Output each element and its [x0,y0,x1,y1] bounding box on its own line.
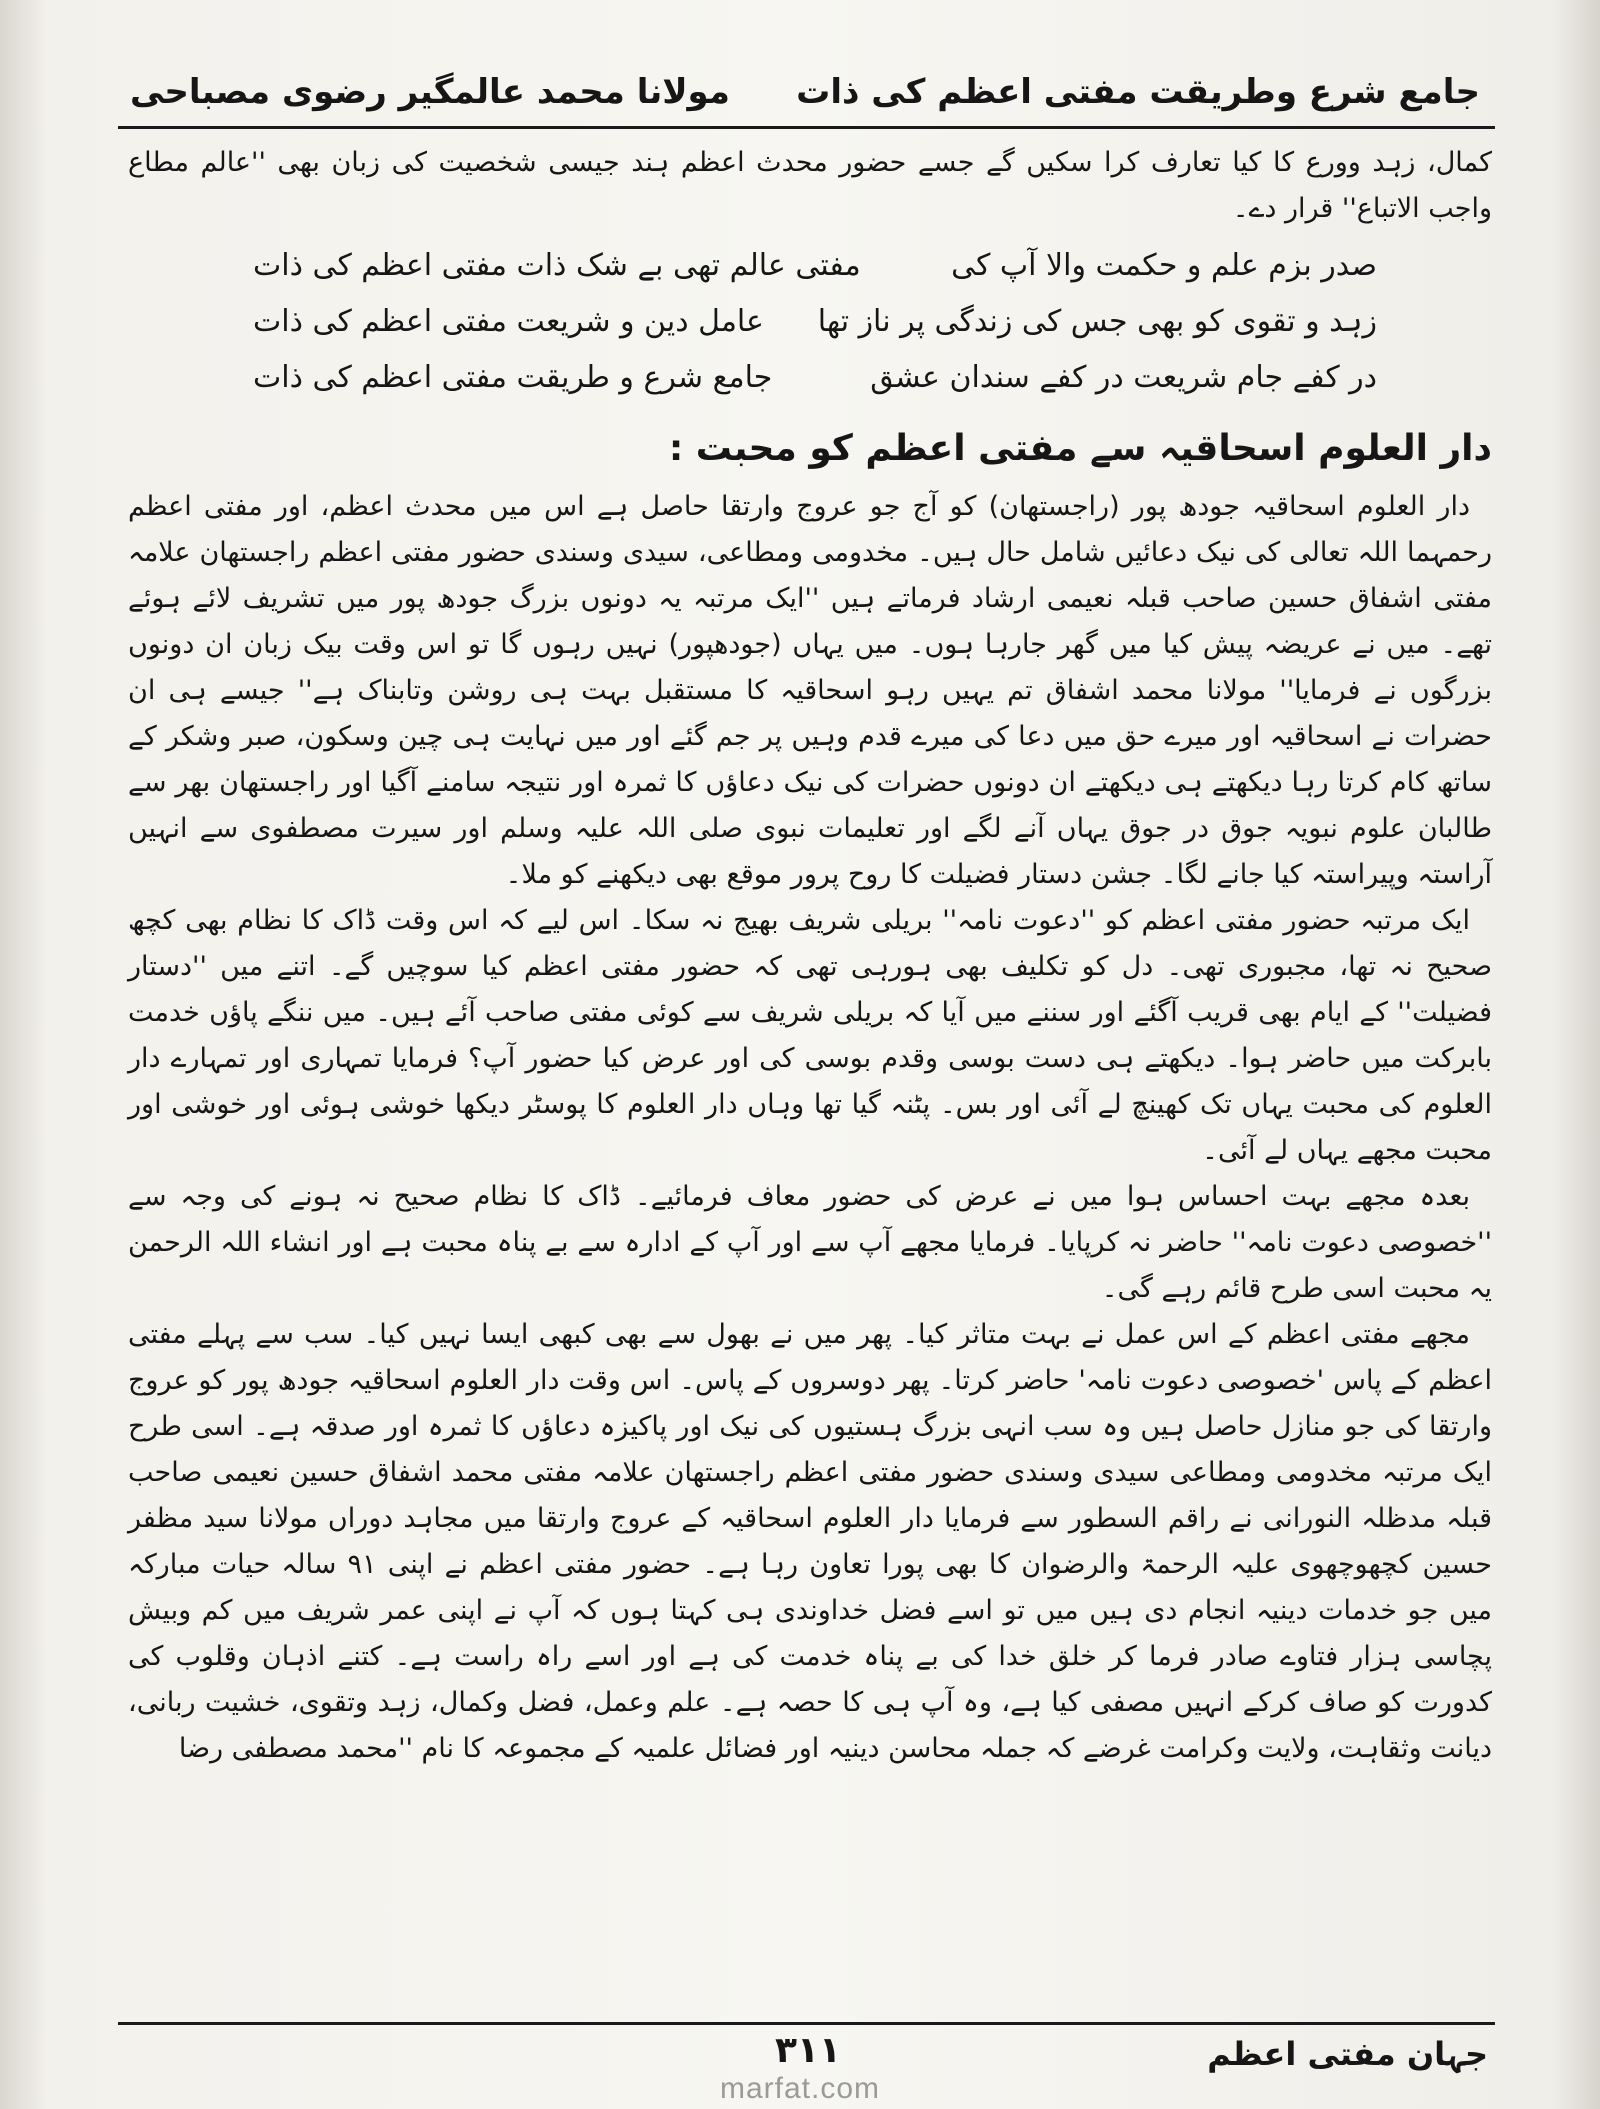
running-header [130,62,1480,122]
poem-verse [253,294,1377,350]
paragraph: دار العلوم اسحاقیہ جودھ پور (راجستھان) کو آج جو عروج وارتقا حاصل ہے اس میں محدث اعظم، اور مفتی اعظم رحمہما اللہ تعالی کی نیک دعائیں شامل حال ہیں۔ مخدومی ومطاعی، سیدی وسندی حضور مفتی اعظم راجستھان علامہ مفتی اشفاق حسین صاحب قبلہ نعیمی ارشاد فرماتے ہیں ''ایک مرتبہ یہ دونوں بزرگ جودھ پور میں تشریف لائے ہوئے تھے۔ میں نے عریضہ پیش کیا میں گھر جارہا ہوں۔ میں یہاں (جودھپور) نہیں رہوں گا تو اس وقت بیک زبان ان دونوں بزرگوں نے فرمایا'' مولانا محمد اشفاق تم یہیں رہو اسحاقیہ کا مستقبل بہت ہی روشن وتابناک ہے'' جیسے ہی ان حضرات نے اسحاقیہ اور میرے حق میں دعا کی میرے قدم وہیں پر جم گئے اور میں نہایت ہی چین وسکون، صبر وشکر کے ساتھ کام کرتا رہا دیکھتے ہی دیکھتے ان دونوں حضرات کی نیک دعاؤں کا ثمرہ اور نتیجہ سامنے آگیا اور راجستھان بھر سے طالبان علوم نبویہ جوق در جوق یہاں آنے لگے اور تعلیمات نبوی صلی اللہ علیہ وسلم اور سیرت مصطفوی سے انہیں آراستہ وپیراستہ کیا جانے لگا۔ جشن دستار فضیلت کا روح پرور موقع بھی دیکھنے کو ملا۔ [128,491,1492,890]
footer-rule [118,2022,1495,2025]
header-author: مولانا محمد عالمگیر رضوی مصباحی [130,72,730,112]
intro-line: کمال، زہد وورع کا کیا تعارف کرا سکیں گے جسے حضور محدث اعظم ہند جیسی شخصیت کی زبان بھی ''عالم مطاع واجب الاتباع'' قرار دے۔ [128,147,1492,224]
section-heading: دار العلوم اسحاقیہ سے مفتی اعظم کو محبت : [668,428,1492,469]
page-body [128,140,1492,1772]
verse-left: عامل دین و شریعت مفتی اعظم کی ذات [253,304,764,339]
header-rule [118,126,1495,129]
page-number: ۳۱۱ [775,2030,841,2071]
verse-left: جامع شرع و طریقت مفتی اعظم کی ذات [253,360,773,395]
verse-right: زہد و تقوی کو بھی جس کی زندگی پر ناز تھا [817,304,1377,339]
poem-verse [253,350,1377,406]
poem [128,238,1492,406]
paragraph: بعدہ مجھے بہت احساس ہوا میں نے عرض کی حضور معاف فرمائیے۔ ڈاک کا نظام صحیح نہ ہونے کی وجہ سے ''خصوصی دعوت نامہ'' حاضر نہ کرپایا۔ فرمایا مجھے آپ سے اور آپ کے ادارہ سے بے پناہ محبت ہے اور انشاء اللہ الرحمن یہ محبت اسی طرح قائم رہے گی۔ [128,1181,1492,1304]
watermark: marfat.com [719,2072,881,2105]
header-title: جامع شرع وطریقت مفتی اعظم کی ذات [796,72,1480,112]
paragraph: ایک مرتبہ حضور مفتی اعظم کو ''دعوت نامہ'' بریلی شریف بھیج نہ سکا۔ اس لیے کہ اس وقت ڈاک کا نظام بھی کچھ صحیح نہ تھا، مجبوری تھی۔ دل کو تکلیف بھی ہورہی تھی کہ حضور مفتی اعظم کیا سوچیں گے۔ اتنے میں ''دستار فضیلت'' کے ایام بھی قریب آگئے اور سننے میں آیا کہ بریلی شریف سے کوئی مفتی صاحب آئے ہیں۔ میں ننگے پاؤں خدمت بابرکت میں حاضر ہوا۔ دیکھتے ہی دست بوسی وقدم بوسی کی اور عرض کیا حضور آپ؟ فرمایا تمہاری اور تمہارے دار العلوم کی محبت یہاں تک کھینچ لے آئی اور بس۔ پٹنہ گیا تھا وہاں دار العلوم کا پوسٹر دیکھا خوشی ہوئی اور خوشی اور محبت مجھے یہاں لے آئی۔ [128,905,1492,1166]
verse-right: در کفے جام شریعت در کفے سندان عشق [870,360,1377,395]
verse-left: مفتی عالم تھی بے شک ذات مفتی اعظم کی ذات [253,248,861,283]
verse-right: صدر بزم علم و حکمت والا آپ کی [951,248,1377,283]
footer-book-title: جہان مفتی اعظم [1207,2035,1488,2073]
paragraph: مجھے مفتی اعظم کے اس عمل نے بہت متاثر کیا۔ پھر میں نے بھول سے بھی کبھی ایسا نہیں کیا۔ سب سے پہلے مفتی اعظم کے پاس 'خصوصی دعوت نامہ' حاضر کرتا۔ پھر دوسروں کے پاس۔ اس وقت دار العلوم اسحاقیہ جودھ پور کو عروج وارتقا کی جو منازل حاصل ہیں وہ سب انہی بزرگ ہستیوں کی نیک اور پاکیزہ دعاؤں کا ثمرہ اور صدقہ ہے۔ اسی طرح ایک مرتبہ مخدومی ومطاعی سیدی وسندی حضور مفتی اعظم راجستھان علامہ مفتی محمد اشفاق حسین نعیمی صاحب قبلہ مدظلہ النورانی نے راقم السطور سے فرمایا دار العلوم اسحاقیہ کے عروج وارتقا میں مجاہد دوراں مولانا سید مظفر حسین کچھوچھوی علیہ الرحمۃ والرضوان کا بھی پورا تعاون رہا ہے۔ حضور مفتی اعظم نے اپنی ۹۱ سالہ حیات مبارکہ میں جو خدمات دینیہ انجام دی ہیں میں تو اسے فضل خداوندی ہی کہتا ہوں کہ آپ نے اپنی عمر شریف میں کم وبیش پچاسی ہزار فتاوے صادر فرما کر خلق خدا کی بے پناہ خدمت کی ہے اور اسے راہ راست ہے۔ کتنے اذہان وقلوب کی کدورت کو صاف کرکے انہیں مصفی کیا ہے، وہ آپ ہی کا حصہ ہے۔ علم وعمل، فضل وکمال، زہد وتقوی، خشیت ربانی، دیانت وثقاہت، ولایت وکرامت غرضے کہ جملہ محاسن دینیہ اور فضائل علمیہ کے مجموعہ کا نام ''محمد مصطفی رضا [128,1319,1492,1764]
running-footer [128,2030,1488,2078]
poem-verse [253,238,1377,294]
